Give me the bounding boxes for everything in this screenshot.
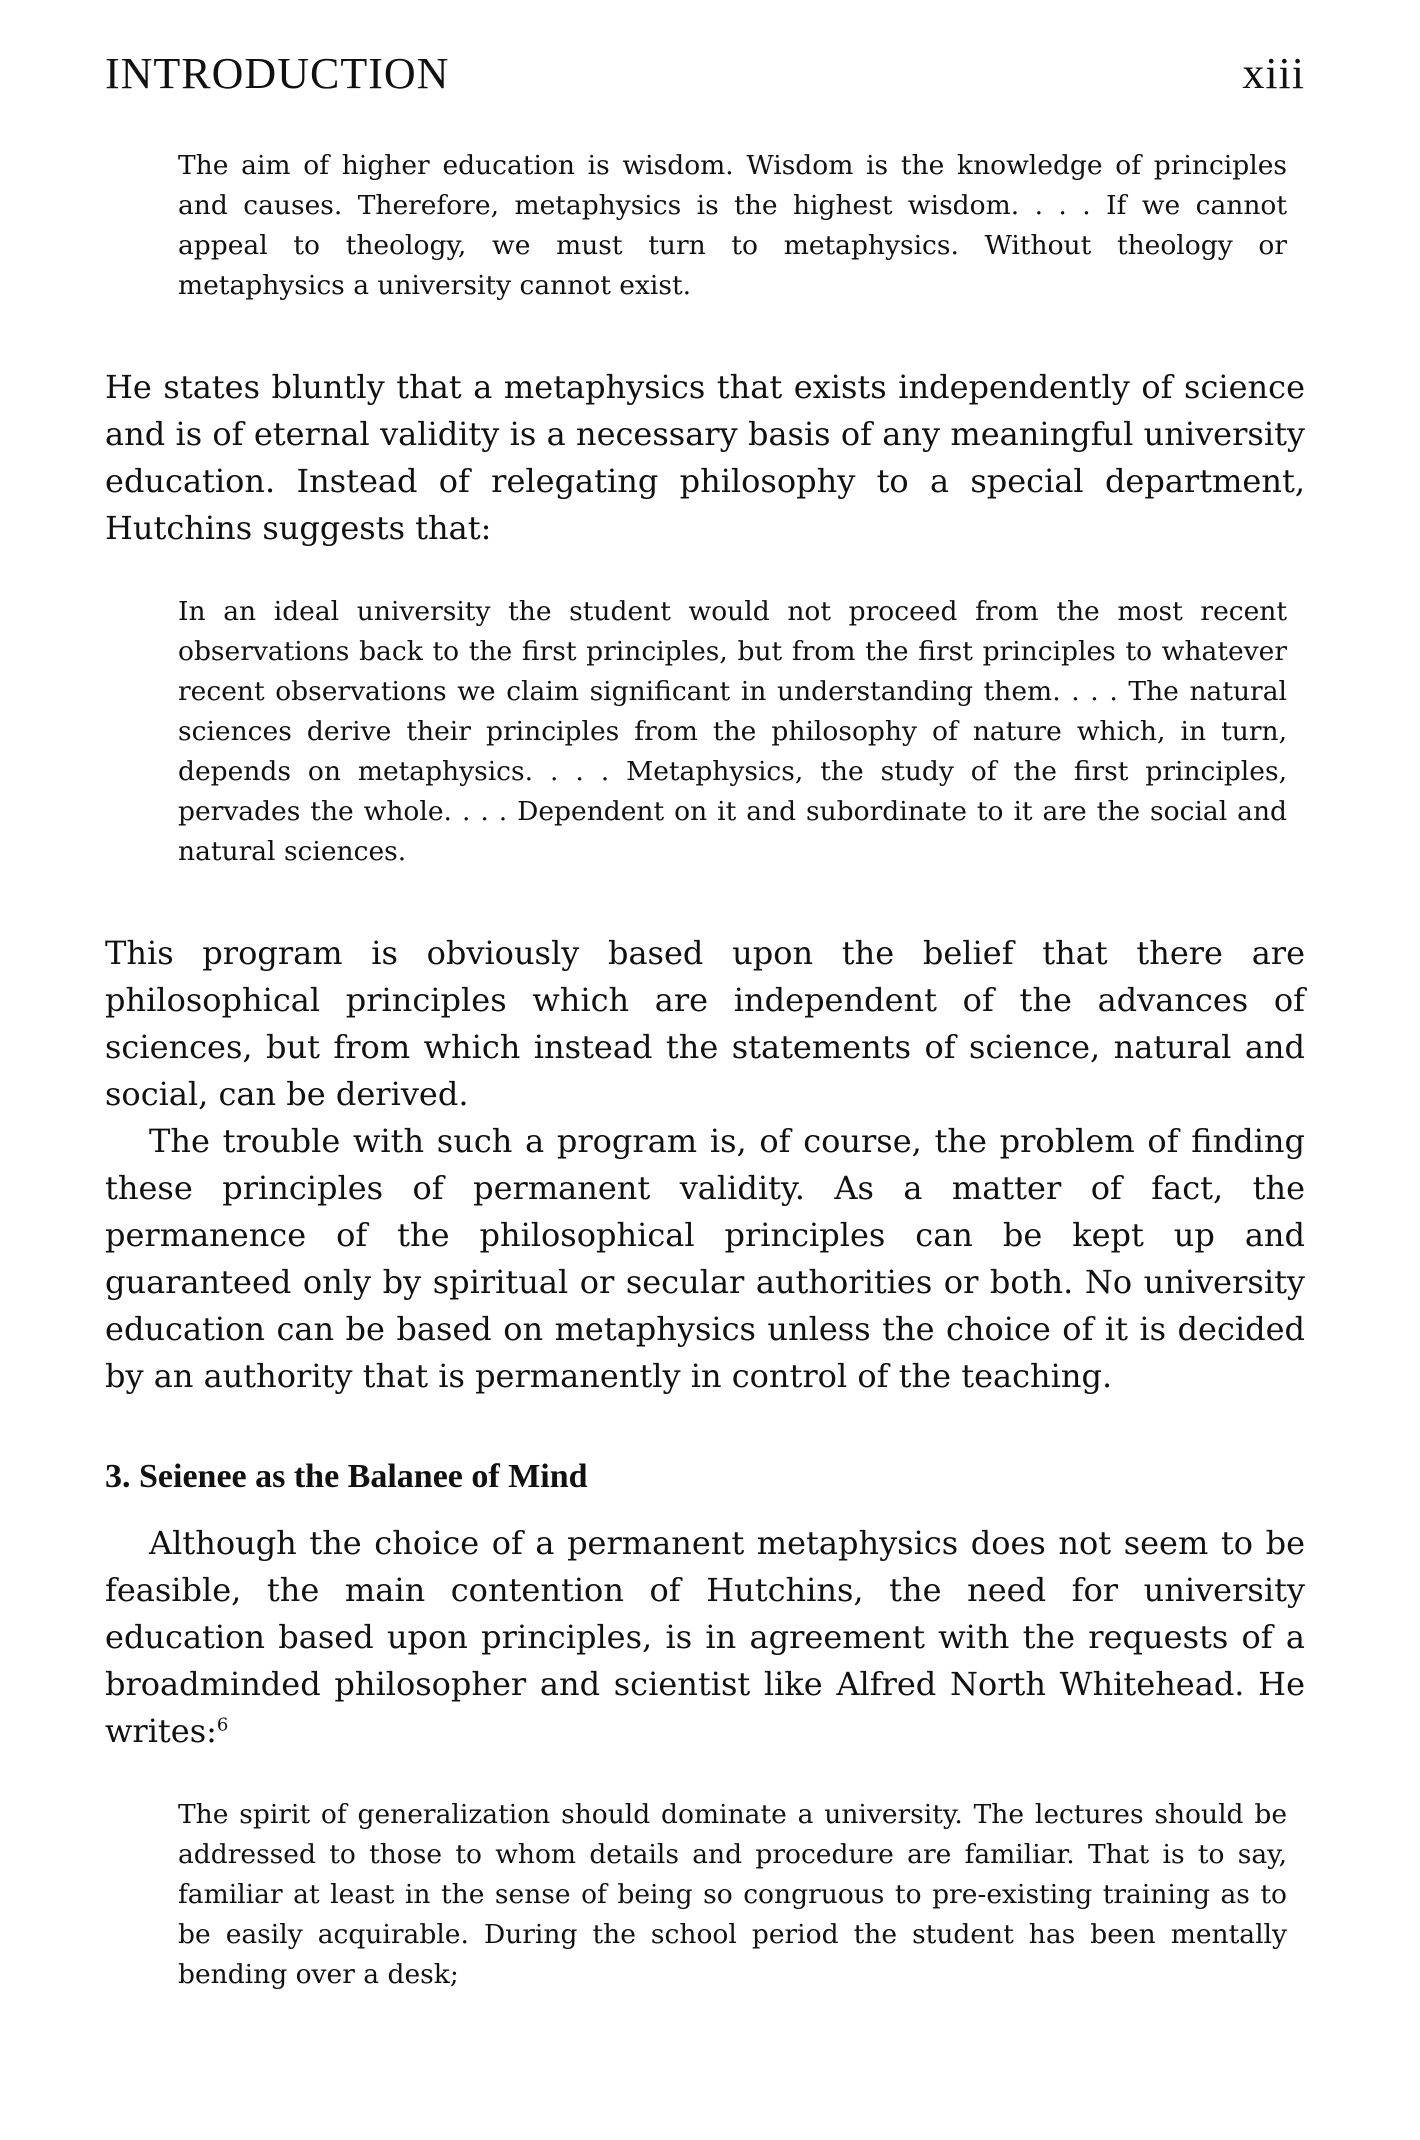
running-head-title: INTRODUCTION <box>105 49 450 98</box>
paragraph-4 <box>105 1520 1305 1755</box>
block-quote-1: The aim of higher education is wisdom. Wisdom is the knowledge of principles and causes. Therefore, metaphysics is the highest wisdom. . . . If we cannot appeal to theology, we must turn to metaphysics. Without theology or metaphysics a university cannot exist. <box>178 150 1287 301</box>
running-head <box>105 48 1305 128</box>
block-quote-2: In an ideal university the student would not proceed from the most recent observations back to the first principles, but from the first principles to whatever recent observations we claim significant in understanding them. . . . The natural sciences derive their principles from the philosophy of nature which, in turn, depends on metaphysics. . . . Metaphysics, the study of the first principles, pervades the whole. . . . Dependent on it and subordinate to it are the social and natural sciences. <box>178 596 1287 867</box>
book-page <box>105 48 1305 1995</box>
paragraph-2-text: This program is obviously based upon the belief that there are philosophical principles which are independent of the advances of sciences, but from which instead the statements of science, natural and social, can be derived. <box>105 934 1305 1113</box>
paragraph-4-text: Although the choice of a permanent metaphysics does not seem to be feasible, the main contention of Hutchins, the need for university education based upon principles, is in agreement with the requests of a broadminded philosopher and scientist like Alfred North Whitehead. He writes: <box>105 1524 1305 1750</box>
footnote-marker: 6 <box>216 1714 229 1736</box>
paragraph-2 <box>105 930 1305 1118</box>
paragraph-1: He states bluntly that a metaphysics that exists independently of science and is of eternal validity is a necessary basis of any meaningful university education. Instead of relegating philosophy to a special department, Hutchins suggests that: <box>105 368 1305 547</box>
block-quote-3: The spirit of generalization should dominate a university. The lectures should be addressed to those to whom details and procedure are familiar. That is to say, familiar at least in the sense of being so congruous to pre-existing training as to be easily acquirable. During the school period the student has been mentally bending over a desk; <box>178 1799 1287 1990</box>
paragraph-3: The trouble with such a program is, of course, the problem of finding these principles of permanent validity. As a matter of fact, the permanence of the philosophical principles can be kept up and guaranteed only by spiritual or secular authorities or both. No university education can be based on metaphysics unless the choice of it is decided by an authority that is permanently in control of the teaching. <box>105 1122 1305 1395</box>
page-number: xiii <box>1242 49 1305 98</box>
section-heading: 3. Seienee as the Balanee of Mind <box>105 1458 588 1495</box>
